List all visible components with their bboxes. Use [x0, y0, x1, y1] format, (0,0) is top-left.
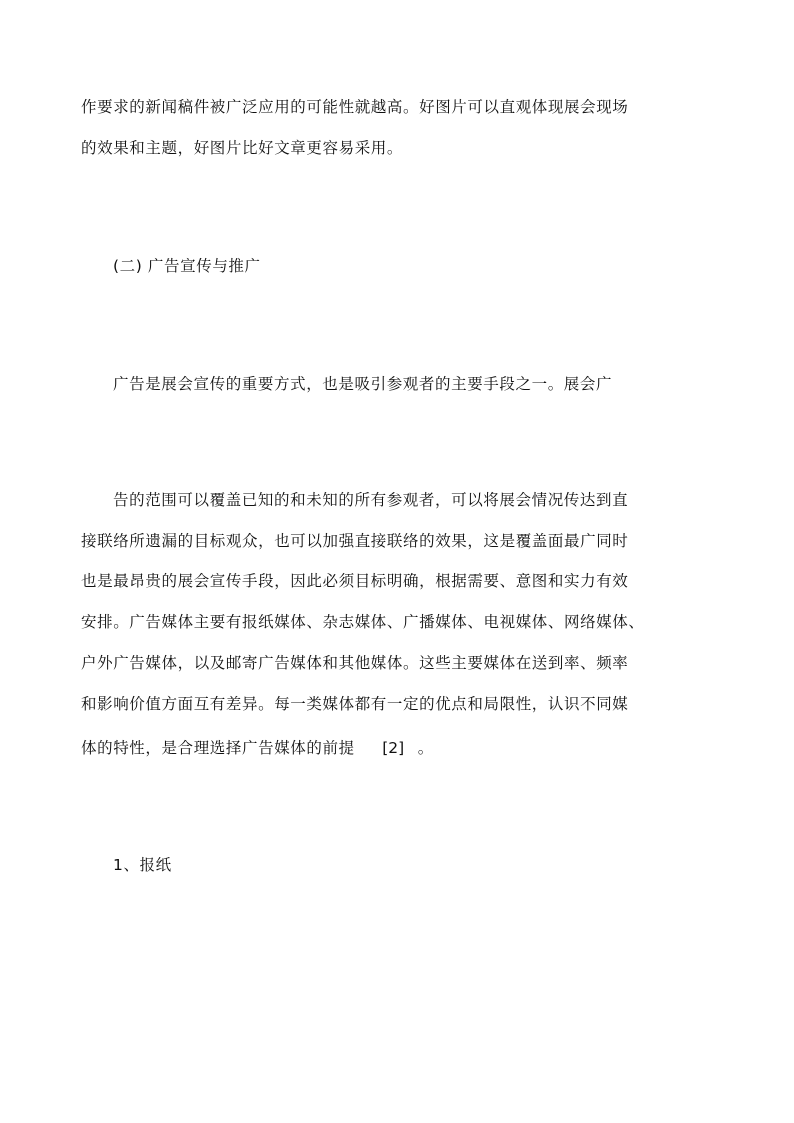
paragraph-period: 。	[417, 739, 434, 757]
paragraph-last-line	[81, 738, 434, 758]
paragraph-line: 广告是展会宣传的重要方式，也是吸引参观者的主要手段之一。展会广	[113, 375, 613, 393]
paragraph-line: 的效果和主题，好图片比好文章更容易采用。	[81, 139, 404, 157]
paragraph-line: 户外广告媒体，以及邮寄广告媒体和其他媒体。这些主要媒体在送到率、频率	[81, 654, 629, 672]
paragraph-line: 告的范围可以覆盖已知的和未知的所有参观者，可以将展会情况传达到直	[113, 491, 629, 509]
subsection-heading: 1、报纸	[113, 856, 172, 874]
paragraph-text: 体的特性，是合理选择广告媒体的前提	[81, 739, 355, 757]
citation-reference: [2]	[382, 739, 405, 757]
section-heading: (二) 广告宣传与推广	[113, 257, 261, 275]
paragraph-line: 和影响价值方面互有差异。每一类媒体都有一定的优点和局限性，认识不同媒	[81, 695, 629, 713]
paragraph-line: 也是最昂贵的展会宣传手段，因此必须目标明确，根据需要、意图和实力有效	[81, 572, 629, 590]
paragraph-line: 接联络所遗漏的目标观众，也可以加强直接联络的效果，这是覆盖面最广同时	[81, 532, 629, 550]
paragraph-line: 作要求的新闻稿件被广泛应用的可能性就越高。好图片可以直观体现展会现场	[81, 98, 629, 116]
paragraph-line: 安排。广告媒体主要有报纸媒体、杂志媒体、广播媒体、电视媒体、网络媒体、	[81, 613, 645, 631]
